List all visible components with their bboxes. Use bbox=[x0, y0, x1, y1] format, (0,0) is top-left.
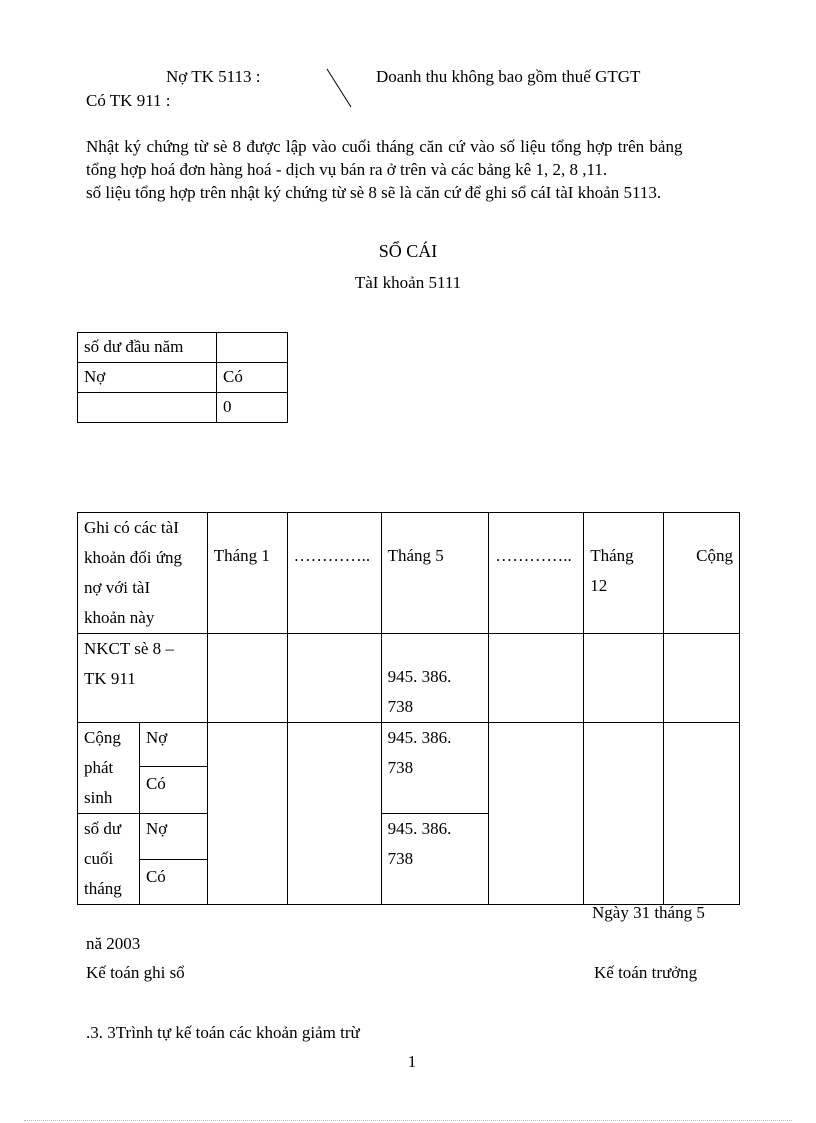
paragraph-line-2: tổng hợp hoá đơn hàng hoá - dịch vụ bán ra ở trên và các bảng kê 1, 2, 8 ,11. bbox=[86, 160, 608, 179]
ledger-subtitle: TàI khoản 5111 bbox=[354, 273, 462, 292]
chief-accountant-label: Kế toán trưởng bbox=[594, 963, 698, 982]
ledger-header-total: Cộng bbox=[664, 513, 740, 634]
diagonal-divider bbox=[326, 68, 352, 108]
ledger-row-nkct-label: NKCT sè 8 – TK 911 bbox=[78, 634, 208, 723]
paragraph-line-3: số liệu tổng hợp trên nhật ký chứng từ sè 8 sẽ là căn cứ để ghi sổ cáI tàI khoản 5113. bbox=[86, 183, 662, 202]
opening-balance-table bbox=[77, 332, 288, 423]
opening-credit-value: 0 bbox=[217, 393, 288, 423]
ledger-row-total-arising-credit: Có bbox=[139, 766, 207, 813]
ledger-header-dots-2: ………….. bbox=[489, 513, 584, 634]
ledger-row-total-arising-debit: Nợ bbox=[139, 723, 207, 767]
section-heading: .3. 3Trình tự kế toán các khoản giảm trừ bbox=[86, 1023, 360, 1042]
ledger-row-nkct-value: 945. 386. 738 bbox=[381, 634, 489, 723]
signature-date-line-2: nă 2003 bbox=[86, 934, 141, 953]
opening-balance-empty bbox=[217, 333, 288, 363]
paragraph-line-1: Nhật ký chứng từ sè 8 được lập vào cuối tháng căn cứ vào số liệu tổng hợp trên bảng bbox=[86, 137, 683, 156]
ledger-header-account: Ghi có các tàI khoản đối ứng nợ với tàI khoản này bbox=[78, 513, 208, 634]
ledger-table bbox=[77, 512, 740, 905]
opening-debit-value bbox=[78, 393, 217, 423]
debit-account-line: Nợ TK 5113 : bbox=[166, 67, 261, 86]
ledger-header-month-5: Tháng 5 bbox=[381, 513, 489, 634]
ledger-title: SỔ CÁI bbox=[378, 241, 438, 261]
ledger-row-total-arising-value: 945. 386. 738 bbox=[381, 723, 489, 814]
opening-credit-label: Có bbox=[217, 363, 288, 393]
credit-account-line: Có TK 911 : bbox=[86, 91, 171, 110]
page-number: 1 bbox=[407, 1052, 417, 1071]
ledger-row-closing-value: 945. 386. 738 bbox=[381, 814, 489, 905]
ledger-header-month-12: Tháng 12 bbox=[584, 513, 664, 634]
page-bottom-divider bbox=[24, 1120, 792, 1121]
opening-balance-label: số dư đầu năm bbox=[78, 333, 217, 363]
ledger-row-closing-label: số dư cuối tháng bbox=[78, 814, 140, 905]
ledger-row-closing-debit: Nợ bbox=[139, 814, 207, 860]
ledger-row-closing-credit: Có bbox=[139, 859, 207, 905]
accountant-label: Kế toán ghi sổ bbox=[86, 963, 185, 982]
signature-date-line-1: Ngày 31 tháng 5 bbox=[592, 903, 705, 922]
opening-debit-label: Nợ bbox=[78, 363, 217, 393]
ledger-header-month-1: Tháng 1 bbox=[207, 513, 287, 634]
revenue-note: Doanh thu không bao gồm thuế GTGT bbox=[376, 67, 641, 86]
ledger-header-dots-1: ………….. bbox=[287, 513, 381, 634]
ledger-row-total-arising-label: Cộng phát sinh bbox=[78, 723, 140, 814]
